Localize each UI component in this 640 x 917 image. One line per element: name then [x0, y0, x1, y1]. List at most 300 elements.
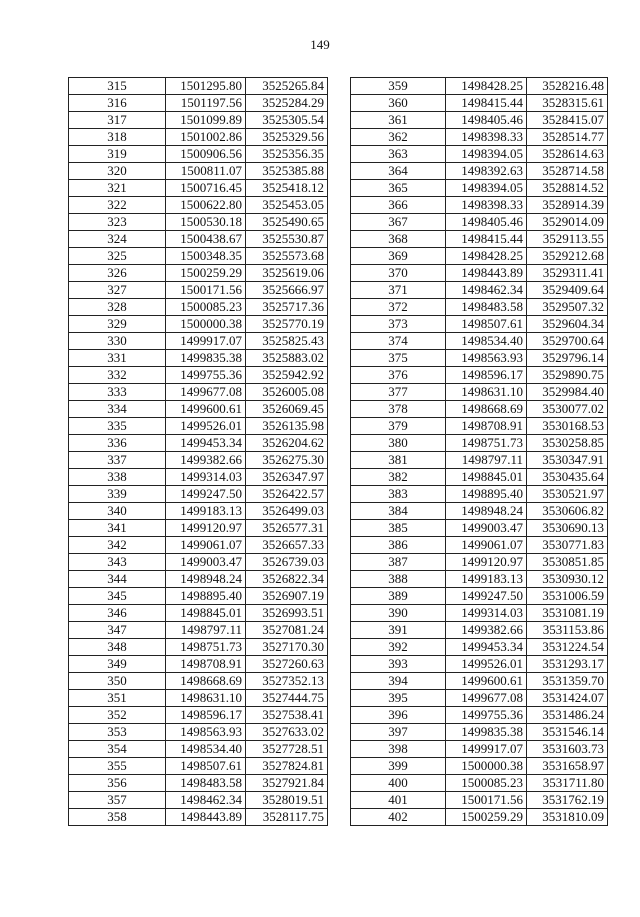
y-coordinate-cell: 3528415.07 [527, 112, 608, 129]
x-coordinate-cell: 1498394.05 [446, 180, 527, 197]
x-coordinate-cell: 1498708.91 [166, 656, 246, 673]
y-coordinate-cell: 3531359.70 [527, 673, 608, 690]
point-number-cell: 330 [69, 333, 166, 350]
table-row [69, 95, 328, 112]
table-row [351, 469, 608, 486]
x-coordinate-cell: 1499526.01 [446, 656, 527, 673]
y-coordinate-cell: 3525530.87 [246, 231, 328, 248]
point-number-cell: 376 [351, 367, 446, 384]
y-coordinate-cell: 3529212.68 [527, 248, 608, 265]
x-coordinate-cell: 1498394.05 [446, 146, 527, 163]
y-coordinate-cell: 3530851.85 [527, 554, 608, 571]
x-coordinate-cell: 1498895.40 [446, 486, 527, 503]
x-coordinate-cell: 1499120.97 [446, 554, 527, 571]
point-number-cell: 390 [351, 605, 446, 622]
point-number-cell: 394 [351, 673, 446, 690]
table-row [351, 248, 608, 265]
table-row [351, 78, 608, 95]
x-coordinate-cell: 1498443.89 [166, 809, 246, 826]
point-number-cell: 379 [351, 418, 446, 435]
x-coordinate-cell: 1499600.61 [446, 673, 527, 690]
x-coordinate-cell: 1498895.40 [166, 588, 246, 605]
table-row [351, 758, 608, 775]
y-coordinate-cell: 3529409.64 [527, 282, 608, 299]
point-number-cell: 350 [69, 673, 166, 690]
table-row [351, 741, 608, 758]
y-coordinate-cell: 3526005.08 [246, 384, 328, 401]
table-row [351, 503, 608, 520]
x-coordinate-cell: 1500085.23 [166, 299, 246, 316]
y-coordinate-cell: 3529984.40 [527, 384, 608, 401]
x-coordinate-cell: 1500085.23 [446, 775, 527, 792]
point-number-cell: 349 [69, 656, 166, 673]
y-coordinate-cell: 3529507.32 [527, 299, 608, 316]
y-coordinate-cell: 3525770.19 [246, 316, 328, 333]
y-coordinate-cell: 3528814.52 [527, 180, 608, 197]
point-number-cell: 356 [69, 775, 166, 792]
x-coordinate-cell: 1500000.38 [446, 758, 527, 775]
x-coordinate-cell: 1499453.34 [446, 639, 527, 656]
y-coordinate-cell: 3530690.13 [527, 520, 608, 537]
y-coordinate-cell: 3528216.48 [527, 78, 608, 95]
x-coordinate-cell: 1498392.63 [446, 163, 527, 180]
point-number-cell: 332 [69, 367, 166, 384]
x-coordinate-cell: 1500000.38 [166, 316, 246, 333]
point-number-cell: 385 [351, 520, 446, 537]
point-number-cell: 357 [69, 792, 166, 809]
x-coordinate-cell: 1499314.03 [446, 605, 527, 622]
y-coordinate-cell: 3527824.81 [246, 758, 328, 775]
y-coordinate-cell: 3531603.73 [527, 741, 608, 758]
table-row [351, 588, 608, 605]
y-coordinate-cell: 3525883.02 [246, 350, 328, 367]
x-coordinate-cell: 1498631.10 [166, 690, 246, 707]
x-coordinate-cell: 1499917.07 [166, 333, 246, 350]
point-number-cell: 371 [351, 282, 446, 299]
table-row [69, 724, 328, 741]
y-coordinate-cell: 3525284.29 [246, 95, 328, 112]
table-row [69, 78, 328, 95]
point-number-cell: 345 [69, 588, 166, 605]
table-row [351, 129, 608, 146]
y-coordinate-cell: 3526347.97 [246, 469, 328, 486]
x-coordinate-cell: 1501099.89 [166, 112, 246, 129]
point-number-cell: 396 [351, 707, 446, 724]
y-coordinate-cell: 3531293.17 [527, 656, 608, 673]
point-number-cell: 363 [351, 146, 446, 163]
point-number-cell: 351 [69, 690, 166, 707]
y-coordinate-cell: 3530168.53 [527, 418, 608, 435]
point-number-cell: 346 [69, 605, 166, 622]
x-coordinate-cell: 1499247.50 [166, 486, 246, 503]
table-row [69, 401, 328, 418]
y-coordinate-cell: 3526907.19 [246, 588, 328, 605]
point-number-cell: 341 [69, 520, 166, 537]
y-coordinate-cell: 3526422.57 [246, 486, 328, 503]
table-row [69, 435, 328, 452]
y-coordinate-cell: 3526499.03 [246, 503, 328, 520]
y-coordinate-cell: 3531546.14 [527, 724, 608, 741]
x-coordinate-cell: 1500348.35 [166, 248, 246, 265]
point-number-cell: 327 [69, 282, 166, 299]
point-number-cell: 397 [351, 724, 446, 741]
table-row [69, 350, 328, 367]
x-coordinate-cell: 1498948.24 [446, 503, 527, 520]
table-row [69, 333, 328, 350]
x-coordinate-cell: 1498534.40 [446, 333, 527, 350]
table-row [69, 741, 328, 758]
point-number-cell: 362 [351, 129, 446, 146]
table-row [351, 775, 608, 792]
table-row [69, 265, 328, 282]
point-number-cell: 324 [69, 231, 166, 248]
y-coordinate-cell: 3525418.12 [246, 180, 328, 197]
y-coordinate-cell: 3527444.75 [246, 690, 328, 707]
table-row [69, 248, 328, 265]
table-row [69, 316, 328, 333]
x-coordinate-cell: 1498797.11 [166, 622, 246, 639]
table-row [69, 554, 328, 571]
y-coordinate-cell: 3528914.39 [527, 197, 608, 214]
point-number-cell: 399 [351, 758, 446, 775]
y-coordinate-cell: 3529700.64 [527, 333, 608, 350]
x-coordinate-cell: 1498415.44 [446, 95, 527, 112]
x-coordinate-cell: 1498483.58 [166, 775, 246, 792]
y-coordinate-cell: 3531006.59 [527, 588, 608, 605]
x-coordinate-cell: 1500530.18 [166, 214, 246, 231]
y-coordinate-cell: 3530077.02 [527, 401, 608, 418]
table-row [351, 350, 608, 367]
table-row [351, 486, 608, 503]
coordinate-table-right [350, 77, 608, 826]
point-number-cell: 374 [351, 333, 446, 350]
point-number-cell: 354 [69, 741, 166, 758]
y-coordinate-cell: 3526275.30 [246, 452, 328, 469]
x-coordinate-cell: 1499835.38 [446, 724, 527, 741]
x-coordinate-cell: 1498751.73 [446, 435, 527, 452]
point-number-cell: 359 [351, 78, 446, 95]
y-coordinate-cell: 3525265.84 [246, 78, 328, 95]
x-coordinate-cell: 1501295.80 [166, 78, 246, 95]
x-coordinate-cell: 1499183.13 [166, 503, 246, 520]
table-row [69, 639, 328, 656]
y-coordinate-cell: 3528714.58 [527, 163, 608, 180]
y-coordinate-cell: 3526577.31 [246, 520, 328, 537]
point-number-cell: 398 [351, 741, 446, 758]
x-coordinate-cell: 1498443.89 [446, 265, 527, 282]
x-coordinate-cell: 1499755.36 [166, 367, 246, 384]
y-coordinate-cell: 3525453.05 [246, 197, 328, 214]
table-row [69, 622, 328, 639]
point-number-cell: 326 [69, 265, 166, 282]
x-coordinate-cell: 1500811.07 [166, 163, 246, 180]
y-coordinate-cell: 3530606.82 [527, 503, 608, 520]
y-coordinate-cell: 3527081.24 [246, 622, 328, 639]
table-row [69, 299, 328, 316]
x-coordinate-cell: 1499247.50 [446, 588, 527, 605]
x-coordinate-cell: 1498948.24 [166, 571, 246, 588]
point-number-cell: 369 [351, 248, 446, 265]
table-row [69, 792, 328, 809]
point-number-cell: 388 [351, 571, 446, 588]
table-row [69, 384, 328, 401]
x-coordinate-cell: 1499120.97 [166, 520, 246, 537]
table-row [69, 197, 328, 214]
table-row [351, 707, 608, 724]
y-coordinate-cell: 3527352.13 [246, 673, 328, 690]
point-number-cell: 353 [69, 724, 166, 741]
y-coordinate-cell: 3525356.35 [246, 146, 328, 163]
x-coordinate-cell: 1498596.17 [166, 707, 246, 724]
point-number-cell: 368 [351, 231, 446, 248]
point-number-cell: 402 [351, 809, 446, 826]
y-coordinate-cell: 3531486.24 [527, 707, 608, 724]
table-row [351, 656, 608, 673]
x-coordinate-cell: 1500622.80 [166, 197, 246, 214]
point-number-cell: 344 [69, 571, 166, 588]
x-coordinate-cell: 1499382.66 [446, 622, 527, 639]
x-coordinate-cell: 1501197.56 [166, 95, 246, 112]
table-row [351, 418, 608, 435]
table-row [351, 537, 608, 554]
y-coordinate-cell: 3528019.51 [246, 792, 328, 809]
point-number-cell: 348 [69, 639, 166, 656]
x-coordinate-cell: 1498398.33 [446, 129, 527, 146]
table-row [351, 146, 608, 163]
x-coordinate-cell: 1499677.08 [166, 384, 246, 401]
table-row [351, 690, 608, 707]
y-coordinate-cell: 3529890.75 [527, 367, 608, 384]
y-coordinate-cell: 3531810.09 [527, 809, 608, 826]
table-row [351, 384, 608, 401]
x-coordinate-cell: 1498563.93 [446, 350, 527, 367]
table-row [69, 809, 328, 826]
x-coordinate-cell: 1500171.56 [166, 282, 246, 299]
point-number-cell: 336 [69, 435, 166, 452]
point-number-cell: 381 [351, 452, 446, 469]
y-coordinate-cell: 3531081.19 [527, 605, 608, 622]
x-coordinate-cell: 1498751.73 [166, 639, 246, 656]
point-number-cell: 386 [351, 537, 446, 554]
table-row [69, 452, 328, 469]
point-number-cell: 340 [69, 503, 166, 520]
x-coordinate-cell: 1500259.29 [446, 809, 527, 826]
table-row [351, 112, 608, 129]
x-coordinate-cell: 1499382.66 [166, 452, 246, 469]
table-row [69, 180, 328, 197]
table-row [69, 537, 328, 554]
point-number-cell: 316 [69, 95, 166, 112]
y-coordinate-cell: 3530258.85 [527, 435, 608, 452]
x-coordinate-cell: 1501002.86 [166, 129, 246, 146]
point-number-cell: 392 [351, 639, 446, 656]
point-number-cell: 375 [351, 350, 446, 367]
y-coordinate-cell: 3529014.09 [527, 214, 608, 231]
table-row [351, 282, 608, 299]
table-row [69, 656, 328, 673]
table-row [351, 316, 608, 333]
y-coordinate-cell: 3530347.91 [527, 452, 608, 469]
y-coordinate-cell: 3531424.07 [527, 690, 608, 707]
x-coordinate-cell: 1499917.07 [446, 741, 527, 758]
point-number-cell: 319 [69, 146, 166, 163]
table-row [351, 333, 608, 350]
point-number-cell: 377 [351, 384, 446, 401]
x-coordinate-cell: 1499314.03 [166, 469, 246, 486]
table-row [69, 163, 328, 180]
table-row [69, 588, 328, 605]
x-coordinate-cell: 1499677.08 [446, 690, 527, 707]
x-coordinate-cell: 1498507.61 [166, 758, 246, 775]
x-coordinate-cell: 1498534.40 [166, 741, 246, 758]
x-coordinate-cell: 1498428.25 [446, 248, 527, 265]
x-coordinate-cell: 1498668.69 [166, 673, 246, 690]
point-number-cell: 365 [351, 180, 446, 197]
table-row [351, 724, 608, 741]
y-coordinate-cell: 3525329.56 [246, 129, 328, 146]
x-coordinate-cell: 1499600.61 [166, 401, 246, 418]
y-coordinate-cell: 3526069.45 [246, 401, 328, 418]
table-row [351, 622, 608, 639]
table-row [69, 707, 328, 724]
table-row [69, 469, 328, 486]
x-coordinate-cell: 1498428.25 [446, 78, 527, 95]
point-number-cell: 322 [69, 197, 166, 214]
y-coordinate-cell: 3527921.84 [246, 775, 328, 792]
y-coordinate-cell: 3527728.51 [246, 741, 328, 758]
point-number-cell: 393 [351, 656, 446, 673]
point-number-cell: 339 [69, 486, 166, 503]
point-number-cell: 331 [69, 350, 166, 367]
x-coordinate-cell: 1499061.07 [446, 537, 527, 554]
x-coordinate-cell: 1498845.01 [166, 605, 246, 622]
x-coordinate-cell: 1499526.01 [166, 418, 246, 435]
point-number-cell: 328 [69, 299, 166, 316]
y-coordinate-cell: 3530521.97 [527, 486, 608, 503]
point-number-cell: 318 [69, 129, 166, 146]
y-coordinate-cell: 3529604.34 [527, 316, 608, 333]
x-coordinate-cell: 1498631.10 [446, 384, 527, 401]
y-coordinate-cell: 3530435.64 [527, 469, 608, 486]
table-row [69, 571, 328, 588]
point-number-cell: 378 [351, 401, 446, 418]
point-number-cell: 352 [69, 707, 166, 724]
table-row [351, 299, 608, 316]
y-coordinate-cell: 3525305.54 [246, 112, 328, 129]
point-number-cell: 334 [69, 401, 166, 418]
table-row [69, 486, 328, 503]
x-coordinate-cell: 1500171.56 [446, 792, 527, 809]
point-number-cell: 355 [69, 758, 166, 775]
table-row [351, 231, 608, 248]
table-row [69, 214, 328, 231]
table-row [351, 554, 608, 571]
x-coordinate-cell: 1498398.33 [446, 197, 527, 214]
y-coordinate-cell: 3526135.98 [246, 418, 328, 435]
point-number-cell: 366 [351, 197, 446, 214]
table-row [351, 809, 608, 826]
y-coordinate-cell: 3525825.43 [246, 333, 328, 350]
point-number-cell: 360 [351, 95, 446, 112]
point-number-cell: 361 [351, 112, 446, 129]
coordinate-table-left [68, 77, 328, 826]
x-coordinate-cell: 1498462.34 [166, 792, 246, 809]
table-row [351, 265, 608, 282]
y-coordinate-cell: 3526204.62 [246, 435, 328, 452]
x-coordinate-cell: 1498415.44 [446, 231, 527, 248]
x-coordinate-cell: 1498462.34 [446, 282, 527, 299]
point-number-cell: 325 [69, 248, 166, 265]
x-coordinate-cell: 1498668.69 [446, 401, 527, 418]
point-number-cell: 380 [351, 435, 446, 452]
x-coordinate-cell: 1500259.29 [166, 265, 246, 282]
point-number-cell: 343 [69, 554, 166, 571]
point-number-cell: 400 [351, 775, 446, 792]
y-coordinate-cell: 3525666.97 [246, 282, 328, 299]
y-coordinate-cell: 3526822.34 [246, 571, 328, 588]
point-number-cell: 367 [351, 214, 446, 231]
point-number-cell: 342 [69, 537, 166, 554]
y-coordinate-cell: 3527170.30 [246, 639, 328, 656]
y-coordinate-cell: 3529796.14 [527, 350, 608, 367]
table-row [351, 452, 608, 469]
table-row [351, 792, 608, 809]
point-number-cell: 338 [69, 469, 166, 486]
point-number-cell: 347 [69, 622, 166, 639]
y-coordinate-cell: 3531153.86 [527, 622, 608, 639]
point-number-cell: 333 [69, 384, 166, 401]
point-number-cell: 391 [351, 622, 446, 639]
x-coordinate-cell: 1500438.67 [166, 231, 246, 248]
y-coordinate-cell: 3525942.92 [246, 367, 328, 384]
y-coordinate-cell: 3526739.03 [246, 554, 328, 571]
y-coordinate-cell: 3526657.33 [246, 537, 328, 554]
y-coordinate-cell: 3527260.63 [246, 656, 328, 673]
table-row [69, 282, 328, 299]
y-coordinate-cell: 3531711.80 [527, 775, 608, 792]
x-coordinate-cell: 1499835.38 [166, 350, 246, 367]
y-coordinate-cell: 3528117.75 [246, 809, 328, 826]
x-coordinate-cell: 1499183.13 [446, 571, 527, 588]
x-coordinate-cell: 1499003.47 [446, 520, 527, 537]
point-number-cell: 382 [351, 469, 446, 486]
x-coordinate-cell: 1498563.93 [166, 724, 246, 741]
point-number-cell: 372 [351, 299, 446, 316]
x-coordinate-cell: 1498405.46 [446, 214, 527, 231]
table-row [351, 95, 608, 112]
y-coordinate-cell: 3526993.51 [246, 605, 328, 622]
table-row [351, 673, 608, 690]
point-number-cell: 337 [69, 452, 166, 469]
point-number-cell: 329 [69, 316, 166, 333]
y-coordinate-cell: 3531762.19 [527, 792, 608, 809]
x-coordinate-cell: 1498708.91 [446, 418, 527, 435]
y-coordinate-cell: 3528514.77 [527, 129, 608, 146]
y-coordinate-cell: 3531224.54 [527, 639, 608, 656]
table-row [69, 112, 328, 129]
table-row [69, 231, 328, 248]
table-row [351, 605, 608, 622]
x-coordinate-cell: 1498405.46 [446, 112, 527, 129]
table-row [69, 146, 328, 163]
table-row [69, 367, 328, 384]
table-row [69, 673, 328, 690]
table-row [351, 435, 608, 452]
point-number-cell: 321 [69, 180, 166, 197]
table-row [351, 163, 608, 180]
point-number-cell: 387 [351, 554, 446, 571]
y-coordinate-cell: 3530771.83 [527, 537, 608, 554]
